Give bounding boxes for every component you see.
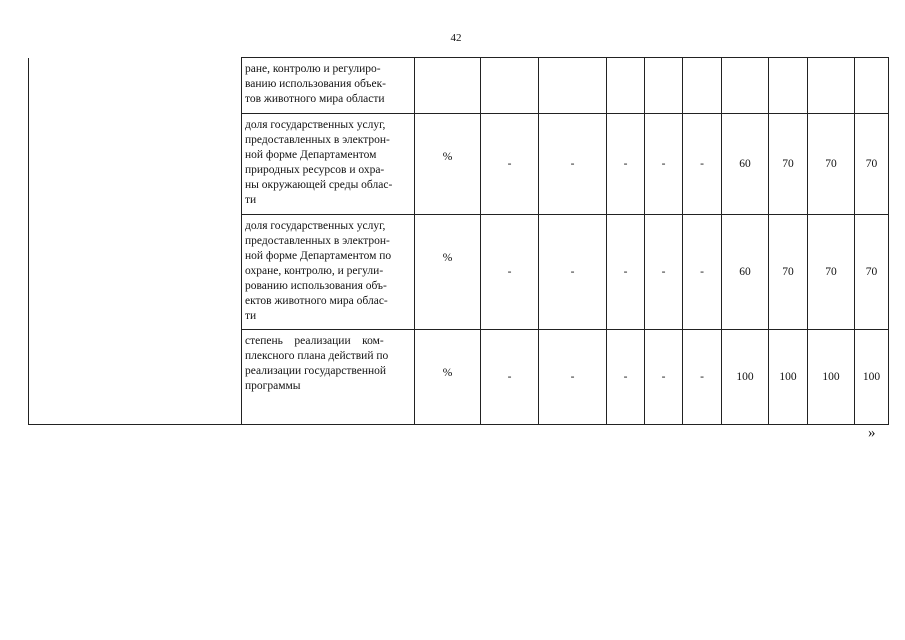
value-cell (645, 58, 683, 114)
value-cell: 70 (855, 215, 889, 330)
value-cell: 100 (769, 330, 808, 425)
value-cell: - (645, 215, 683, 330)
unit-cell: % (415, 114, 481, 215)
closing-quote-mark: » (868, 425, 876, 441)
table-row (29, 58, 889, 114)
value-cell (722, 58, 769, 114)
value-cell (769, 58, 808, 114)
value-cell: - (539, 114, 607, 215)
value-cell (855, 58, 889, 114)
value-cell: - (607, 215, 645, 330)
value-cell: 100 (855, 330, 889, 425)
indicator-description: доля государственных услуг, предоставленных в электрон- ной форме Департаментом природных ресурсов и охра- ны окружающей среды облас- ти (242, 114, 415, 215)
value-cell (539, 58, 607, 114)
indicators-table (28, 57, 889, 425)
indicator-description: степень реализации ком- плексного плана действий по реализации государственной программы (242, 330, 415, 425)
value-cell (481, 58, 539, 114)
value-cell: - (683, 330, 722, 425)
value-cell: 60 (722, 114, 769, 215)
value-cell: 70 (855, 114, 889, 215)
value-cell: 70 (769, 114, 808, 215)
value-cell: - (683, 215, 722, 330)
value-cell: - (645, 114, 683, 215)
value-cell: - (481, 330, 539, 425)
value-cell: 100 (808, 330, 855, 425)
value-cell (808, 58, 855, 114)
value-cell: 70 (769, 215, 808, 330)
value-cell: - (481, 114, 539, 215)
value-cell: - (607, 114, 645, 215)
indicator-description: доля государственных услуг, предоставленных в электрон- ной форме Департаментом по охране, контролю, и регули- рованию использования объ- ектов животного мира облас- ти (242, 215, 415, 330)
value-cell: - (539, 215, 607, 330)
value-cell: 60 (722, 215, 769, 330)
indicator-description: ране, контролю и регулиро- ванию использования объек- тов животного мира области (242, 58, 415, 114)
unit-cell: % (415, 330, 481, 425)
value-cell (607, 58, 645, 114)
value-cell: 70 (808, 114, 855, 215)
unit-cell: % (415, 215, 481, 330)
value-cell: - (539, 330, 607, 425)
value-cell: - (645, 330, 683, 425)
value-cell: - (683, 114, 722, 215)
page-number: 42 (450, 32, 462, 44)
value-cell: 100 (722, 330, 769, 425)
unit-cell (415, 58, 481, 114)
value-cell (683, 58, 722, 114)
value-cell: - (481, 215, 539, 330)
program-name-cell (29, 58, 242, 425)
value-cell: 70 (808, 215, 855, 330)
value-cell: - (607, 330, 645, 425)
